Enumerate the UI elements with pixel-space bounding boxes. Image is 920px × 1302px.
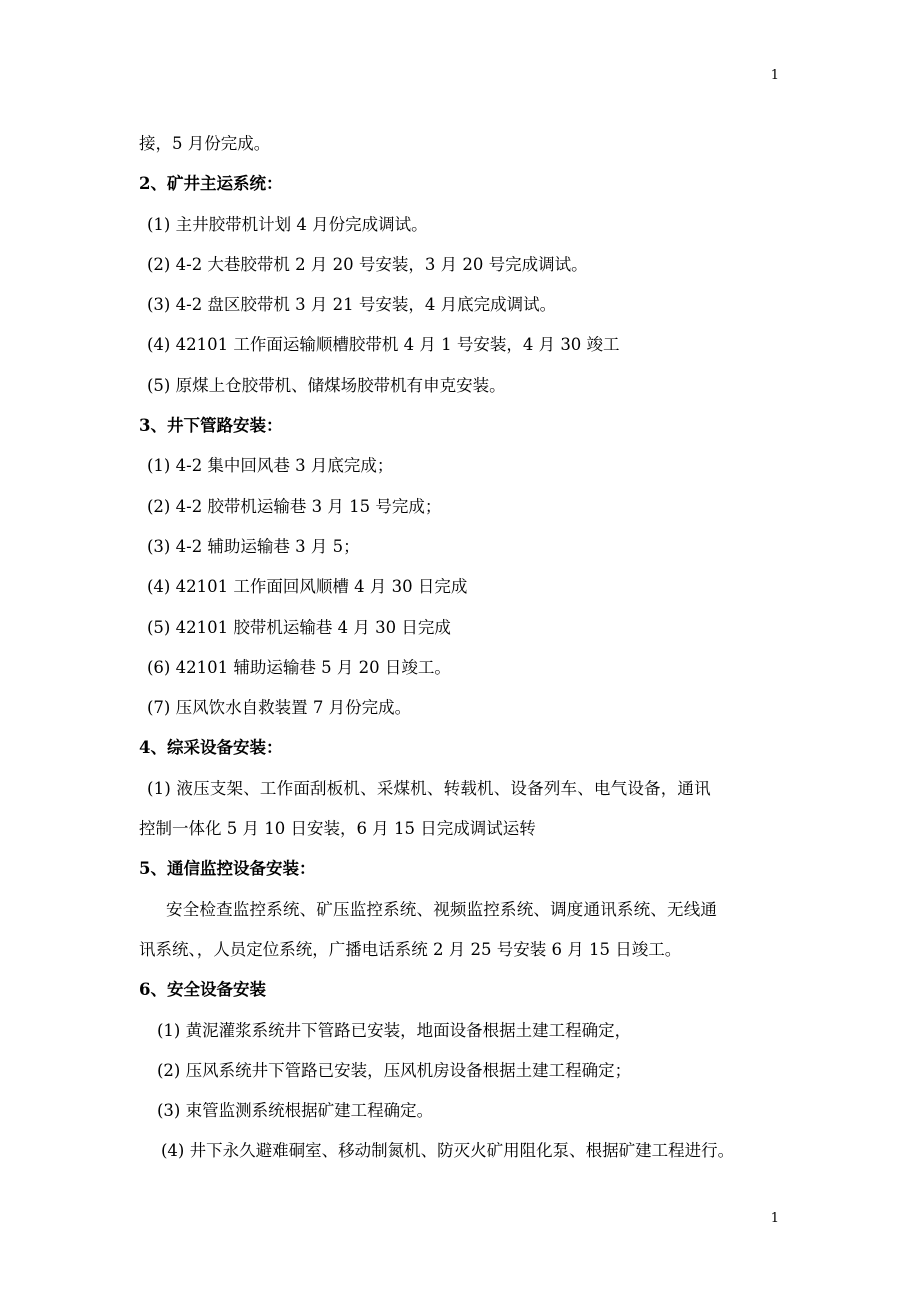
section-heading-4: 4、综采设备安装： xyxy=(139,738,283,758)
list-item: (3) 4-2 辅助运输巷 3 月 5； xyxy=(147,536,360,556)
document-body xyxy=(139,124,789,1172)
page-number-top: 1 xyxy=(770,68,779,83)
list-item: (3) 束管监测系统根据矿建工程确定。 xyxy=(157,1101,434,1121)
list-item: (3) 4-2 盘区胶带机 3 月 21 号安装，4 月底完成调试。 xyxy=(147,295,557,315)
list-item: (1) 主井胶带机计划 4 月份完成调试。 xyxy=(147,214,428,234)
list-item: (4) 42101 工作面回风顺槽 4 月 30 日完成 xyxy=(147,577,468,597)
list-item: (7) 压风饮水自救装置 7 月份完成。 xyxy=(147,698,412,718)
list-item: (1) 液压支架、工作面刮板机、采煤机、转载机、设备列车、电气设备，通讯 xyxy=(147,778,711,798)
page-number-bottom: 1 xyxy=(770,1211,779,1226)
list-item: (4) 42101 工作面运输顺槽胶带机 4 月 1 号安装，4 月 30 竣工 xyxy=(147,335,620,355)
paragraph-line: 控制一体化 5 月 10 日安装，6 月 15 日完成调试运转 xyxy=(139,819,536,839)
list-item: (6) 42101 辅助运输巷 5 月 20 日竣工。 xyxy=(147,657,451,677)
paragraph-line: 接，5 月份完成。 xyxy=(139,134,271,153)
list-item: (1) 4-2 集中回风巷 3 月底完成； xyxy=(147,456,394,476)
list-item: (2) 压风系统井下管路已安装，压风机房设备根据土建工程确定； xyxy=(157,1060,632,1080)
list-item: (5) 42101 胶带机运输巷 4 月 30 日完成 xyxy=(147,617,451,637)
paragraph-line: 安全检查监控系统、矿压监控系统、视频监控系统、调度通讯系统、无线通 xyxy=(166,899,718,919)
section-heading-2: 2、矿井主运系统： xyxy=(139,174,283,194)
list-item: (2) 4-2 胶带机运输巷 3 月 15 号完成； xyxy=(147,496,442,516)
list-item: (5) 原煤上仓胶带机、储煤场胶带机有申克安装。 xyxy=(147,375,506,395)
section-heading-3: 3、井下管路安装： xyxy=(139,416,283,436)
list-item: (1) 黄泥灌浆系统井下管路已安装，地面设备根据土建工程确定， xyxy=(157,1020,632,1040)
section-heading-6: 6、安全设备安装 xyxy=(139,980,266,1000)
list-item: (2) 4-2 大巷胶带机 2 月 20 号安装，3 月 20 号完成调试。 xyxy=(147,254,588,274)
list-item: (4) 井下永久避难硐室、移动制氮机、防灭火矿用阻化泵、根据矿建工程进行。 xyxy=(161,1141,735,1161)
section-heading-5: 5、通信监控设备安装： xyxy=(139,859,316,879)
paragraph-line: 讯系统、，人员定位系统，广播电话系统 2 月 25 号安装 6 月 15 日竣工。 xyxy=(139,939,682,959)
